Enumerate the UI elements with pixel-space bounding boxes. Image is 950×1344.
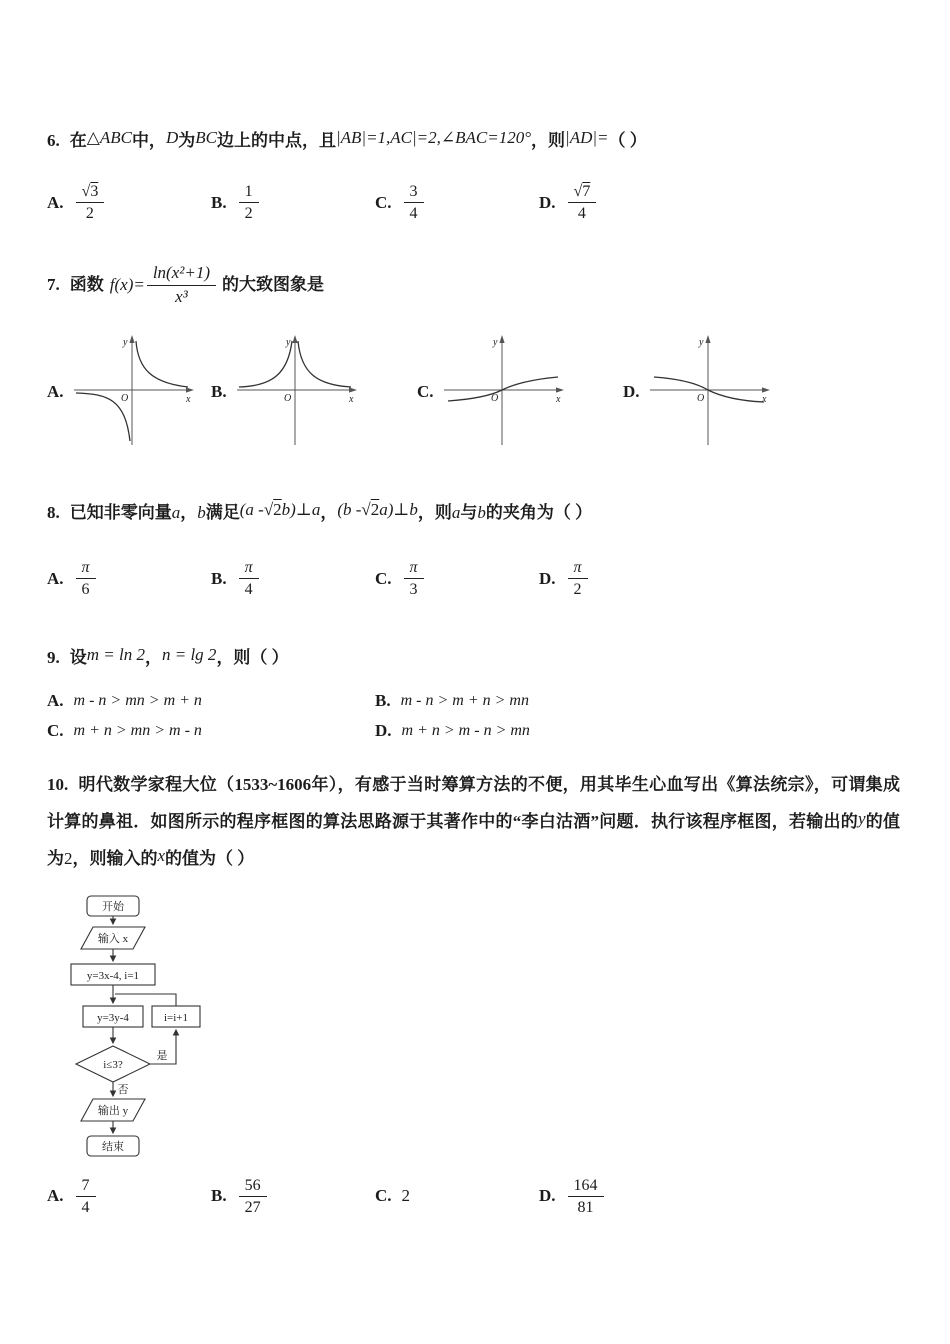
origin-label: O — [490, 393, 498, 405]
option-label: A. — [47, 192, 64, 212]
graph-option-d — [623, 333, 787, 451]
option-value: 2 — [401, 1186, 411, 1206]
stem-text: 已知非零向量 — [69, 503, 172, 523]
x-axis-arrow — [349, 388, 357, 393]
y-axis-label: y — [122, 337, 127, 349]
flow-end-label: 结束 — [102, 1140, 124, 1153]
y-axis-arrow — [129, 335, 134, 343]
question-9-stem — [47, 640, 900, 673]
option-a — [47, 1176, 211, 1217]
radical-sign: √ — [263, 500, 274, 520]
question-10-stem — [47, 768, 900, 876]
denominator: 4 — [577, 205, 586, 223]
numerator: π — [239, 558, 259, 579]
math-inline: |AB|=1,AC|=2,∠BAC=120° — [335, 128, 532, 147]
option-label: C. — [375, 192, 392, 212]
option-a — [47, 182, 211, 223]
graph-option-a — [47, 333, 211, 451]
denominator: 27 — [244, 1198, 261, 1216]
option-label: D. — [539, 192, 556, 212]
question-6 — [47, 123, 900, 223]
y-axis-label: y — [285, 337, 291, 349]
flow-init-label: y=3x-4, i=1 — [86, 969, 140, 982]
numerator: 7 — [76, 1176, 96, 1197]
graph-d — [646, 333, 774, 451]
radicand: 3 — [90, 183, 99, 200]
flowchart-container — [55, 893, 900, 1166]
option-c — [47, 721, 375, 741]
stem-text: ，则 — [417, 503, 452, 523]
denominator: 4 — [81, 1198, 90, 1216]
answer-blank: ，则（ ） — [216, 647, 289, 667]
question-number: 7. — [47, 275, 60, 295]
option-expression: m - n > mn > m + n — [73, 691, 202, 709]
fraction — [76, 558, 96, 599]
stem-text: 满足 — [205, 503, 240, 523]
y-axis-arrow — [705, 335, 710, 343]
curve-right — [298, 341, 351, 387]
stem-text: 为 — [178, 131, 196, 150]
math-inline: △ABC — [86, 128, 132, 147]
question-8-options — [47, 558, 900, 599]
flow-condition-label: i≤3? — [103, 1058, 123, 1071]
denominator: x³ — [175, 286, 188, 306]
option-expression: m + n > mn > m - n — [73, 721, 202, 739]
question-6-stem — [47, 123, 900, 156]
option-label: B. — [211, 1186, 227, 1206]
option-label: B. — [211, 192, 227, 212]
question-number: 6. — [47, 131, 60, 150]
x-axis-label: x — [761, 394, 766, 406]
question-8-stem — [47, 495, 900, 528]
option-expression: m - n > m + n > mn — [400, 691, 529, 709]
option-label: D. — [623, 382, 640, 402]
flow-start-label: 开始 — [102, 900, 124, 913]
x-axis-label: x — [185, 394, 190, 406]
graph-c — [440, 333, 568, 451]
stem-text: ，则 — [531, 131, 566, 150]
denominator: 2 — [85, 205, 94, 223]
option-label: A. — [47, 1186, 64, 1206]
math-inline: b)⊥a — [281, 500, 321, 520]
denominator: 3 — [409, 581, 418, 599]
question-7 — [47, 263, 900, 451]
y-axis-label: y — [492, 337, 497, 349]
option-label: C. — [375, 1186, 392, 1206]
math-inline: a — [171, 503, 181, 523]
stem-text: 的大致图象是 — [222, 275, 324, 295]
x-axis-arrow — [556, 388, 564, 393]
stem-text: 与 — [460, 503, 478, 523]
flow-input-label: 输入 x — [97, 932, 129, 945]
radicand: 2 — [370, 500, 380, 520]
numerator: 1 — [239, 182, 259, 203]
stem-text: 中， — [131, 131, 166, 150]
option-label: D. — [539, 568, 556, 588]
option-b — [211, 558, 375, 599]
option-b — [211, 1176, 375, 1217]
question-9 — [47, 640, 900, 751]
question-number: 8. — [47, 503, 60, 523]
x-axis-arrow — [762, 388, 770, 393]
graph-option-b — [211, 333, 375, 451]
math-inline: y — [857, 808, 866, 828]
denominator: 4 — [409, 205, 418, 223]
question-9-options — [47, 691, 900, 751]
stem-text: ，则输入的 — [72, 848, 158, 868]
math-inline: b — [197, 503, 206, 523]
question-number: 10. — [47, 774, 69, 794]
question-number: 9. — [47, 647, 60, 667]
option-d — [539, 1176, 703, 1217]
graph-b — [233, 333, 361, 451]
math-inline: BC — [195, 128, 217, 147]
curve-left — [239, 341, 292, 387]
fraction — [239, 1176, 267, 1217]
flow-output-label: 输出 y — [97, 1104, 129, 1117]
stem-text: 的值为 — [47, 811, 900, 868]
y-axis-arrow — [499, 335, 504, 343]
stem-text: ， — [320, 503, 338, 523]
fraction — [568, 558, 588, 599]
math-inline: b — [477, 503, 486, 523]
math-inline: a — [451, 503, 461, 523]
option-b — [375, 691, 703, 711]
curve — [448, 377, 558, 401]
math-inline: f — [109, 275, 115, 295]
numerator: 56 — [239, 1176, 267, 1197]
answer-blank: 的夹角为（ ） — [485, 503, 593, 523]
numerator: π — [568, 558, 588, 579]
option-c — [375, 1186, 539, 1206]
option-label: A. — [47, 568, 64, 588]
question-10-options — [47, 1176, 900, 1217]
option-d — [539, 182, 703, 223]
option-label: B. — [211, 382, 227, 402]
stem-text: 边上的中点，且 — [216, 131, 336, 150]
origin-label: O — [696, 393, 704, 405]
flow-increment-label: i=i+1 — [163, 1011, 189, 1024]
x-axis-label: x — [348, 394, 354, 406]
radical-sign: √ — [81, 183, 91, 200]
option-a — [47, 558, 211, 599]
fraction — [239, 558, 259, 599]
option-label: C. — [47, 720, 64, 740]
flow-no-label: 否 — [117, 1083, 129, 1096]
radical-sign: √ — [573, 183, 583, 200]
option-label: C. — [375, 568, 392, 588]
math-inline: (b - — [337, 500, 362, 520]
math-inline: |AD|= — [565, 128, 609, 147]
math-inline: (x)= — [114, 275, 145, 295]
option-label: D. — [375, 720, 392, 740]
answer-blank: 的值为（ ） — [165, 848, 255, 868]
y-axis-arrow — [292, 335, 297, 343]
denominator: 6 — [81, 581, 90, 599]
option-expression: m + n > m - n > mn — [401, 721, 530, 739]
option-label: B. — [375, 690, 391, 710]
question-8 — [47, 495, 900, 599]
curve-right — [136, 341, 188, 387]
flowchart — [55, 893, 285, 1161]
option-label: A. — [47, 382, 64, 402]
option-d — [375, 721, 703, 741]
math-inline: 2 — [64, 848, 73, 868]
math-inline: (a - — [239, 500, 264, 520]
fraction — [568, 182, 597, 223]
fraction — [404, 182, 424, 223]
math-inline: D — [165, 128, 179, 147]
question-6-options — [47, 182, 900, 223]
fraction — [568, 1176, 604, 1217]
stem-text: 明代数学家程大位（1533~1606年），有感于当时筹算方法的不便，用其毕生心血写出《算法统宗》，可谓集成计算的鼻祖．如图所示的程序框图的算法思路源于其著作中的“李白沽酒”问题．执行该程序框图，若输出的 — [47, 774, 900, 831]
radicand: 7 — [582, 183, 591, 200]
denominator: 81 — [577, 1198, 594, 1216]
option-b — [211, 182, 375, 223]
graph-a — [70, 333, 198, 451]
answer-blank: （ ） — [608, 131, 647, 150]
fraction — [239, 182, 259, 223]
numerator: ln(x²+1) — [147, 263, 216, 285]
math-inline: x — [157, 845, 166, 865]
origin-label: O — [120, 393, 128, 405]
fraction — [76, 182, 105, 223]
math-inline: a)⊥b — [379, 500, 418, 520]
graph-option-c — [417, 333, 581, 451]
numerator: 164 — [568, 1176, 604, 1197]
option-d — [539, 558, 703, 599]
stem-text: 在 — [69, 131, 87, 150]
option-a — [47, 691, 375, 711]
fraction — [147, 263, 216, 307]
question-7-graphs — [47, 333, 900, 451]
numerator: π — [76, 558, 96, 579]
option-c — [375, 182, 539, 223]
flow-step-label: y=3y-4 — [97, 1011, 129, 1024]
radicand: 2 — [273, 500, 282, 520]
stem-text: ， — [180, 503, 198, 523]
option-label: A. — [47, 690, 64, 710]
flow-loop-back — [115, 994, 176, 1006]
numerator: 3 — [404, 182, 424, 203]
y-axis-label: y — [698, 337, 703, 349]
fraction — [76, 1176, 96, 1217]
origin-label: O — [283, 393, 291, 405]
option-label: C. — [417, 382, 434, 402]
denominator: 4 — [244, 581, 253, 599]
math-inline: n = lg 2 — [161, 644, 217, 664]
stem-text: 设 — [69, 647, 87, 667]
question-10 — [47, 768, 900, 1217]
option-label: D. — [539, 1186, 556, 1206]
stem-text: 函数 — [69, 275, 104, 295]
fraction — [404, 558, 424, 599]
numerator: π — [404, 558, 424, 579]
x-axis-arrow — [186, 388, 194, 393]
denominator: 2 — [244, 205, 253, 223]
flow-yes-label: 是 — [156, 1049, 168, 1062]
stem-text: ， — [144, 647, 162, 667]
x-axis-label: x — [555, 394, 560, 406]
math-inline: m = ln 2 — [86, 644, 145, 664]
radical-sign: √ — [361, 500, 371, 520]
option-label: B. — [211, 568, 227, 588]
denominator: 2 — [573, 581, 582, 599]
question-7-stem — [47, 263, 900, 307]
option-c — [375, 558, 539, 599]
